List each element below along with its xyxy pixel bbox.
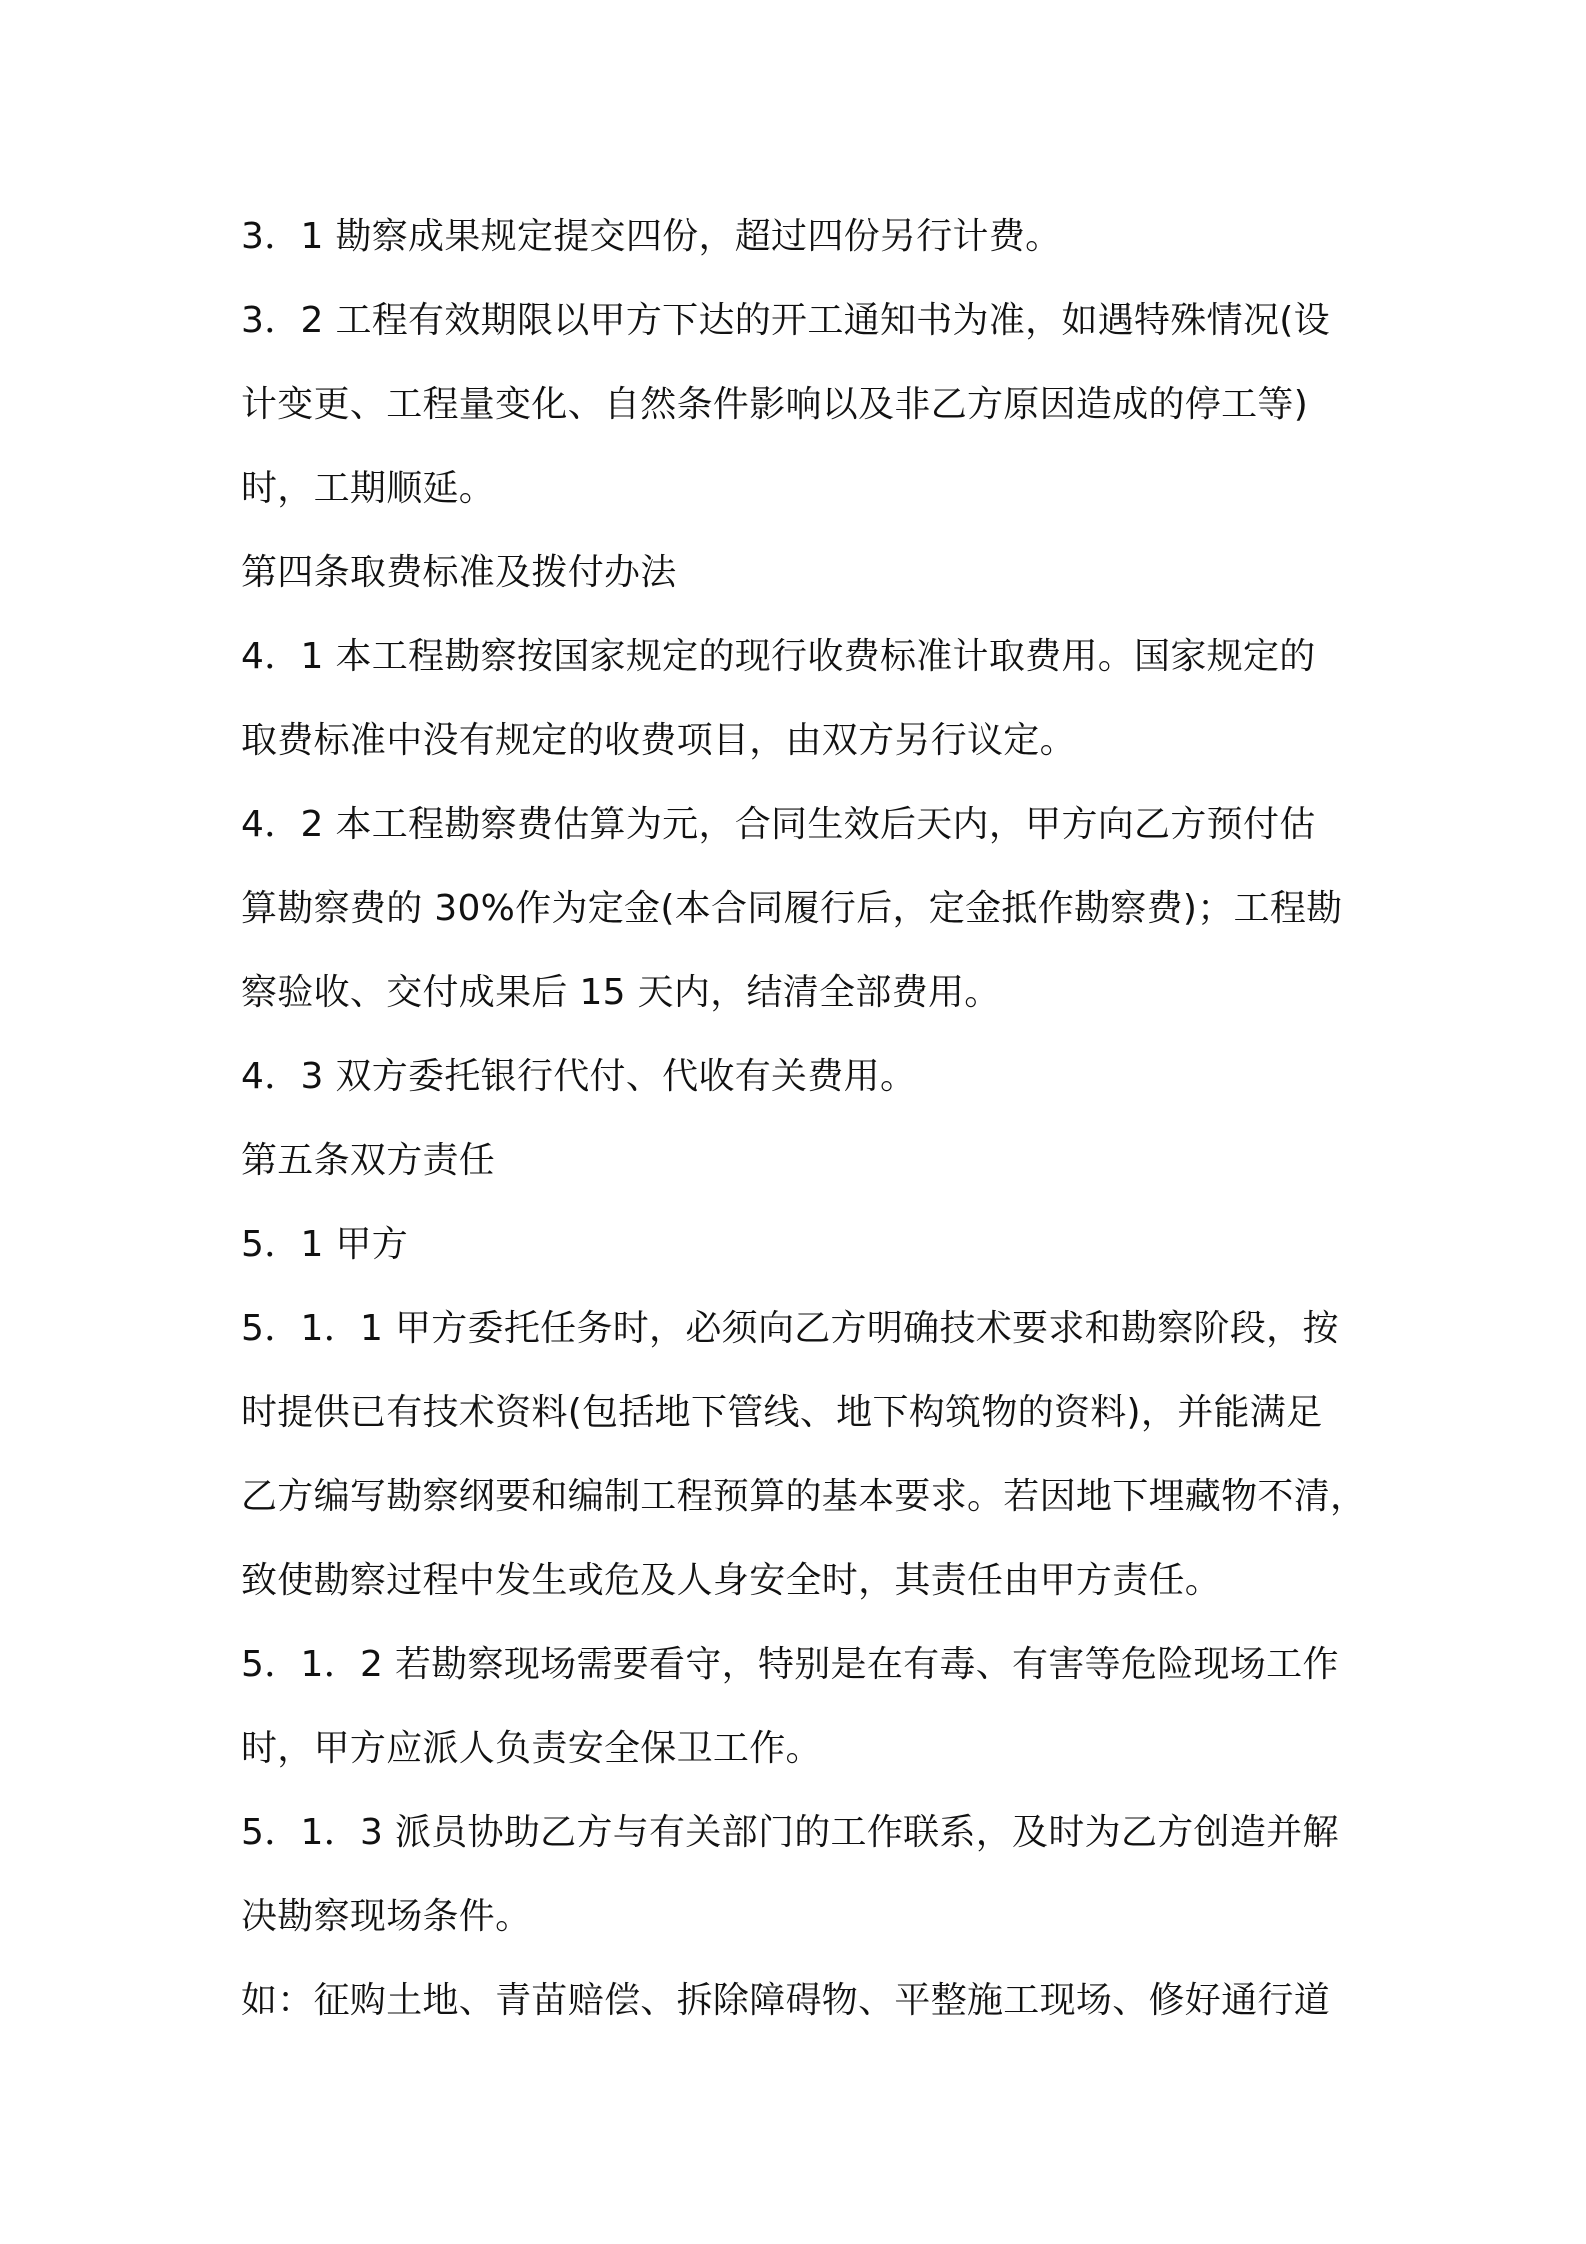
text-line: 取费标准中没有规定的收费项目，由双方另行议定。 <box>241 720 1076 761</box>
paragraph-3-2 <box>241 279 1381 531</box>
text-line: 致使勘察过程中发生或危及人身安全时，其责任由甲方责任。 <box>241 1560 1222 1601</box>
text-line: 时，甲方应派人负责安全保卫工作。 <box>241 1728 822 1769</box>
paragraph-5-1-1 <box>241 1287 1381 1623</box>
text-line: 第四条取费标准及拨付办法 <box>241 552 677 593</box>
text-line: 3．2 工程有效期限以甲方下达的开工通知书为准，如遇特殊情况(设 <box>241 300 1330 341</box>
paragraph-4-1 <box>241 615 1381 783</box>
paragraph-example <box>241 1959 1381 2043</box>
text-line: 算勘察费的 30%作为定金(本合同履行后，定金抵作勘察费)；工程勘 <box>241 888 1343 929</box>
text-line: 第五条双方责任 <box>241 1140 496 1181</box>
paragraph-4-2 <box>241 783 1381 1035</box>
paragraph-5-1-3 <box>241 1791 1381 1959</box>
text-line: 时，工期顺延。 <box>241 468 496 509</box>
paragraph-5-1-2 <box>241 1623 1381 1791</box>
text-line: 5．1．2 若勘察现场需要看守，特别是在有毒、有害等危险现场工作 <box>241 1644 1339 1685</box>
text-line: 计变更、工程量变化、自然条件影响以及非乙方原因造成的停工等) <box>241 384 1309 425</box>
paragraph-4-3 <box>241 1035 1381 1119</box>
section-heading-article-4 <box>241 531 1381 615</box>
text-line: 乙方编写勘察纲要和编制工程预算的基本要求。若因地下埋藏物不清， <box>241 1476 1367 1517</box>
text-line: 5．1．3 派员协助乙方与有关部门的工作联系，及时为乙方创造并解 <box>241 1812 1339 1853</box>
document-body <box>241 195 1381 2043</box>
text-line: 4．2 本工程勘察费估算为元，合同生效后天内，甲方向乙方预付估 <box>241 804 1316 845</box>
text-line: 决勘察现场条件。 <box>241 1896 532 1937</box>
paragraph-5-1 <box>241 1203 1381 1287</box>
text-line: 4．3 双方委托银行代付、代收有关费用。 <box>241 1056 917 1097</box>
text-line: 3．1 勘察成果规定提交四份，超过四份另行计费。 <box>241 216 1062 257</box>
text-line: 5．1．1 甲方委托任务时，必须向乙方明确技术要求和勘察阶段，按 <box>241 1308 1339 1349</box>
text-line: 如：征购土地、青苗赔偿、拆除障碍物、平整施工现场、修好通行道 <box>241 1980 1331 2021</box>
text-line: 4．1 本工程勘察按国家规定的现行收费标准计取费用。国家规定的 <box>241 636 1316 677</box>
text-line: 时提供已有技术资料(包括地下管线、地下构筑物的资料)，并能满足 <box>241 1392 1323 1433</box>
text-line: 5．1 甲方 <box>241 1224 409 1265</box>
paragraph-3-1 <box>241 195 1381 279</box>
section-heading-article-5 <box>241 1119 1381 1203</box>
text-line: 察验收、交付成果后 15 天内，结清全部费用。 <box>241 972 1001 1013</box>
